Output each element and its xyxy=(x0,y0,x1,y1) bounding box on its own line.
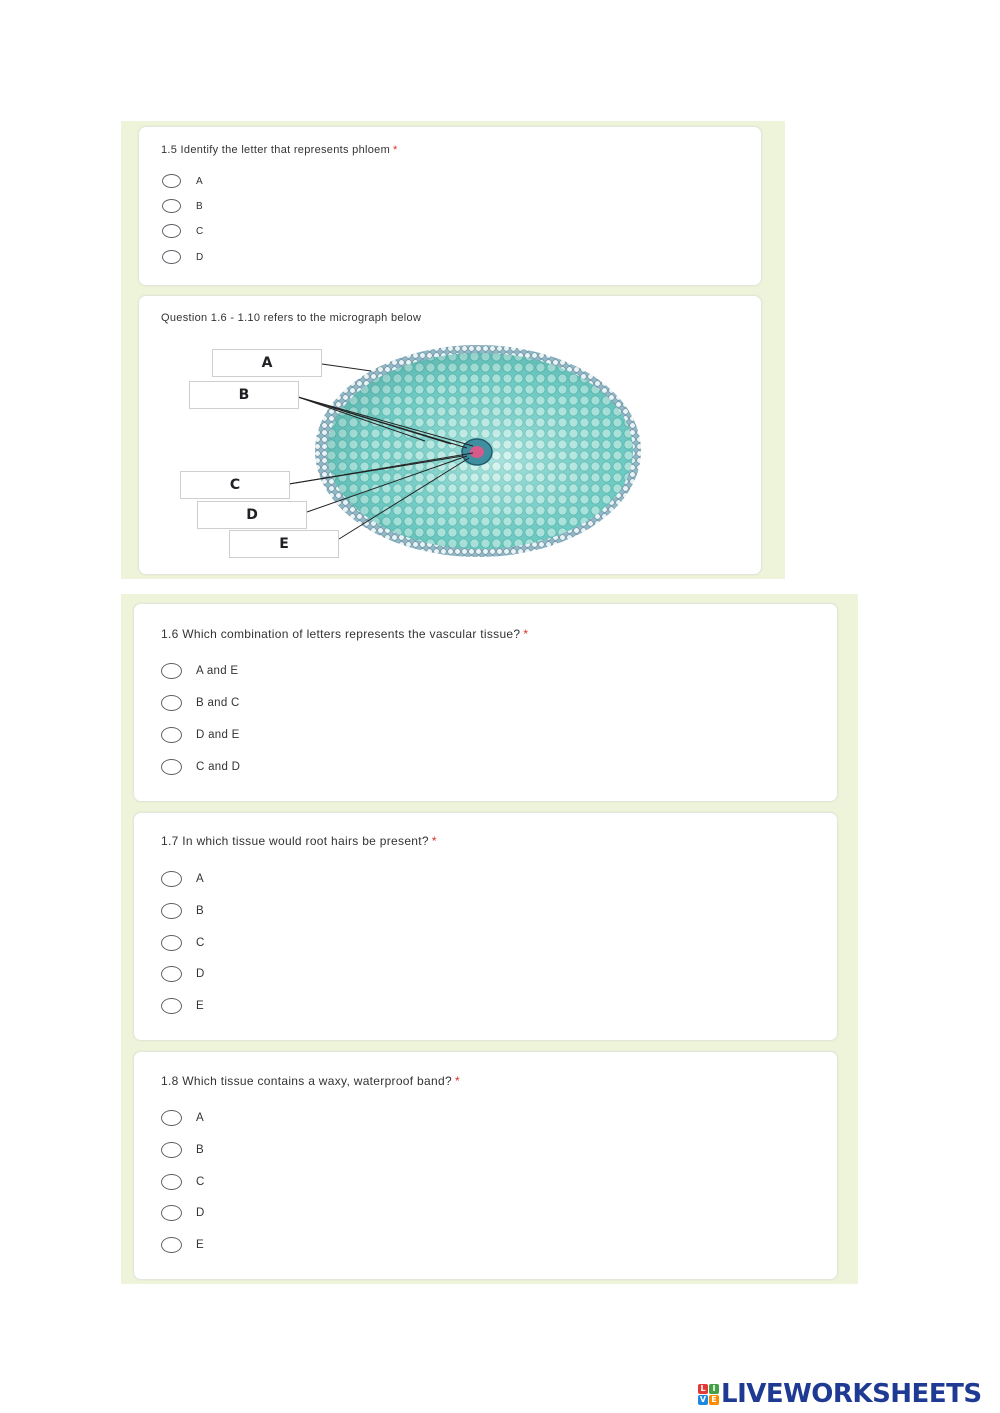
option-label: D xyxy=(196,968,205,980)
stele-center xyxy=(470,446,484,458)
option-label: C xyxy=(196,225,204,237)
logo-grid-icon xyxy=(698,1384,719,1405)
option-label: A xyxy=(196,175,203,187)
radio-button[interactable] xyxy=(162,199,181,213)
radio-button[interactable] xyxy=(161,966,182,982)
question-card-1-6 xyxy=(133,603,838,802)
option-label: D xyxy=(196,1207,205,1219)
option-label: E xyxy=(196,1239,204,1251)
option-label: A xyxy=(196,873,204,885)
required-asterisk: * xyxy=(393,144,398,156)
radio-button[interactable] xyxy=(161,1205,182,1221)
radio-button[interactable] xyxy=(162,174,181,188)
radio-button[interactable] xyxy=(161,695,182,711)
option-label: B xyxy=(196,200,203,212)
question-title: 1.8 Which tissue contains a waxy, waterproof band? * xyxy=(161,1074,460,1088)
label-box-c: C xyxy=(180,471,290,499)
option-b[interactable] xyxy=(162,199,203,213)
option-e[interactable] xyxy=(161,998,204,1014)
question-card-1-5 xyxy=(138,126,762,286)
option-label: A and E xyxy=(196,665,239,677)
label-box-e: E xyxy=(229,530,339,558)
option-label: B xyxy=(196,905,204,917)
question-card-1-7 xyxy=(133,812,838,1041)
radio-button[interactable] xyxy=(162,224,181,238)
logo-letter: E xyxy=(709,1395,719,1405)
label-box-d: D xyxy=(197,501,307,529)
option-d[interactable] xyxy=(161,966,205,982)
radio-button[interactable] xyxy=(161,903,182,919)
radio-button[interactable] xyxy=(161,663,182,679)
option-label: B xyxy=(196,1144,204,1156)
question-card-1-8 xyxy=(133,1051,838,1280)
option-d[interactable] xyxy=(161,1205,205,1221)
option-c[interactable] xyxy=(161,935,205,951)
radio-button[interactable] xyxy=(161,759,182,775)
required-asterisk: * xyxy=(431,834,437,848)
question-title: 1.6 Which combination of letters represents the vascular tissue? * xyxy=(161,627,529,641)
option-c[interactable] xyxy=(162,224,203,238)
option-label: D and E xyxy=(196,729,240,741)
question-title: 1.5 Identify the letter that represents phloem * xyxy=(161,144,398,156)
required-asterisk: * xyxy=(523,627,529,641)
option-b-and-c[interactable] xyxy=(161,695,240,711)
option-a[interactable] xyxy=(161,1110,204,1126)
option-b[interactable] xyxy=(161,1142,204,1158)
option-label: D xyxy=(196,251,204,263)
logo-letter: I xyxy=(709,1384,719,1394)
radio-button[interactable] xyxy=(161,998,182,1014)
logo-letter: V xyxy=(699,1395,707,1404)
micrograph-title: Question 1.6 - 1.10 refers to the micrograph below xyxy=(161,312,422,324)
option-label: C xyxy=(196,937,205,949)
radio-button[interactable] xyxy=(161,871,182,887)
radio-button[interactable] xyxy=(161,1237,182,1253)
option-e[interactable] xyxy=(161,1237,204,1253)
radio-button[interactable] xyxy=(161,935,182,951)
radio-button[interactable] xyxy=(161,1142,182,1158)
option-d-and-e[interactable] xyxy=(161,727,240,743)
micrograph-card xyxy=(138,295,762,575)
option-label: A xyxy=(196,1112,204,1124)
option-label: E xyxy=(196,1000,204,1012)
logo-text: LIVEWORKSHEETS xyxy=(721,1379,982,1409)
logo-letter: L xyxy=(698,1384,708,1394)
required-asterisk: * xyxy=(454,1074,460,1088)
liveworksheets-logo xyxy=(698,1379,982,1409)
option-a[interactable] xyxy=(161,871,204,887)
radio-button[interactable] xyxy=(161,1110,182,1126)
option-b[interactable] xyxy=(161,903,204,919)
radio-button[interactable] xyxy=(161,1174,182,1190)
option-c[interactable] xyxy=(161,1174,205,1190)
label-box-b: B xyxy=(189,381,299,409)
option-label: C and D xyxy=(196,761,241,773)
label-box-a: A xyxy=(212,349,322,377)
option-label: C xyxy=(196,1176,205,1188)
question-title: 1.7 In which tissue would root hairs be present? * xyxy=(161,834,437,848)
option-a-and-e[interactable] xyxy=(161,663,238,679)
option-c-and-d[interactable] xyxy=(161,759,240,775)
radio-button[interactable] xyxy=(161,727,182,743)
option-a[interactable] xyxy=(162,174,203,188)
option-label: B and C xyxy=(196,697,240,709)
radio-button[interactable] xyxy=(162,250,181,264)
option-d[interactable] xyxy=(162,250,203,264)
